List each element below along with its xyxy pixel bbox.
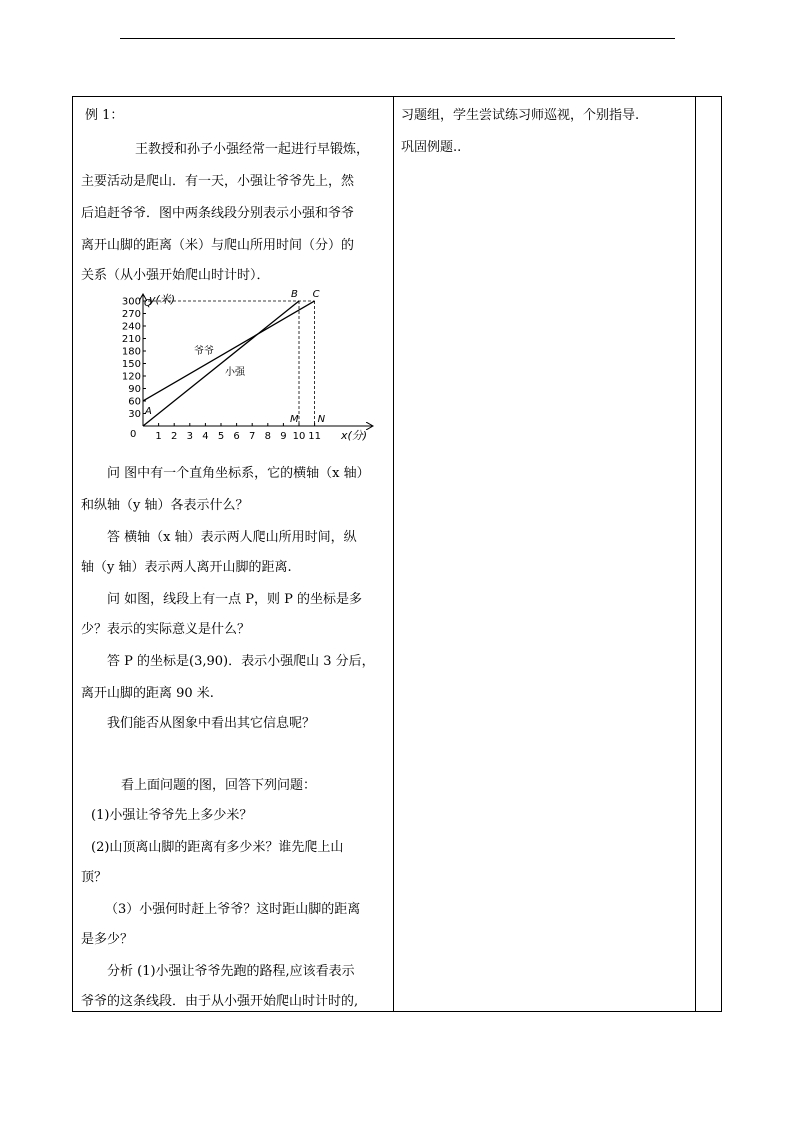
point-label-q: Q	[144, 297, 152, 309]
y-tick-label-60: 60	[128, 396, 141, 408]
x-axis-label: x(分)	[341, 429, 368, 442]
x-tick-label-3: 3	[186, 431, 193, 442]
question-line-7: 分析 (1)小强让爷爷先跑的路程,应该看表示	[107, 964, 355, 979]
y-tick-label-30: 30	[128, 408, 141, 420]
x-tick-label-1: 1	[155, 431, 162, 442]
distance-time-graph	[121, 288, 380, 444]
series-label-xiaoqiang: 小强	[225, 367, 245, 378]
example-title: 例 1：	[85, 108, 124, 123]
series-line-grandpa	[143, 301, 315, 401]
y-tick-label-90: 90	[128, 383, 141, 395]
intro-line-1: 王教授和孙子小强经常一起进行早锻炼，	[135, 142, 370, 157]
header-rule	[120, 38, 675, 39]
question-line-3: (2)山顶离山脚的距离有多少米？谁先爬上山	[91, 840, 344, 855]
x-tick-label-7: 7	[249, 431, 256, 442]
intro-line-4: 离开山脚的距离（米）与爬山所用时间（分）的	[81, 238, 355, 253]
x-tick-label-2: 2	[171, 431, 178, 442]
y-axis-label: y(米)	[149, 293, 176, 306]
x-tick-label-8: 8	[264, 431, 271, 442]
y-tick-label-150: 150	[121, 358, 141, 370]
qa-line-6: 少？表示的实际意义是什么？	[81, 622, 251, 637]
right-line-2: 巩固例题..	[401, 140, 462, 155]
y-tick-label-270: 270	[121, 308, 141, 320]
y-tick-label-210: 210	[121, 333, 141, 345]
question-line-4: 顶？	[81, 870, 108, 885]
question-line-5: （3）小强何时赶上爷爷？这时距山脚的距离	[105, 902, 361, 917]
qa-line-3: 答 横轴（x 轴）表示两人爬山所用时间，纵	[107, 530, 357, 545]
lesson-table	[72, 96, 722, 1012]
intro-line-5: 关系（从小强开始爬山时计时）．	[81, 268, 270, 283]
right-line-1: 习题组，学生尝试练习师巡视，个别指导.	[401, 108, 640, 123]
series-line-xiaoqiang	[143, 301, 299, 426]
point-label-b: B	[291, 288, 298, 300]
x-tick-label-10: 10	[292, 431, 306, 442]
y-tick-label-300: 300	[121, 296, 141, 308]
question-line-2: (1)小强让爷爷先上多少米？	[91, 808, 253, 823]
qa-line-2: 和纵轴（y 轴）各表示什么？	[81, 498, 249, 513]
point-label-a: A	[145, 405, 152, 417]
qa-line-1: 问 图中有一个直角坐标系，它的横轴（x 轴）	[107, 466, 370, 481]
qa-line-8: 离开山脚的距离 90 米.	[81, 686, 214, 701]
column-divider-1	[393, 97, 394, 1011]
point-label-m: M	[290, 414, 299, 425]
intro-line-3: 后追赶爷爷．图中两条线段分别表示小强和爷爷	[81, 206, 355, 221]
y-tick-label-120: 120	[121, 371, 141, 383]
x-tick-label-4: 4	[202, 431, 209, 442]
point-label-n: N	[317, 414, 326, 425]
y-tick-label-240: 240	[121, 321, 141, 333]
intro-line-2: 主要活动是爬山．有一天，小强让爷爷先上，然	[81, 174, 355, 189]
x-tick-label-6: 6	[233, 431, 240, 442]
x-tick-label-11: 11	[308, 431, 321, 442]
x-tick-label-5: 5	[217, 431, 225, 442]
point-label-c: C	[312, 288, 320, 300]
column-divider-2	[695, 97, 696, 1011]
question-line-8: 爷爷的这条线段．由于从小强开始爬山时计时的,	[81, 994, 359, 1009]
y-tick-label-180: 180	[121, 346, 141, 358]
x-tick-label-9: 9	[280, 431, 287, 442]
question-line-1: 看上面问题的图，回答下列问题：	[121, 778, 317, 793]
question-line-6: 是多少？	[81, 932, 134, 947]
series-label-grandpa: 爷爷	[194, 346, 214, 357]
origin-label: 0	[130, 429, 137, 440]
qa-line-4: 轴（y 轴）表示两人离开山脚的距离.	[81, 560, 292, 575]
qa-line-7: 答 P 的坐标是(3,90)．表示小强爬山 3 分后，	[107, 654, 375, 669]
qa-line-9: 我们能否从图象中看出其它信息呢？	[107, 716, 316, 731]
qa-line-5: 问 如图，线段上有一点 P，则 P 的坐标是多	[107, 592, 363, 607]
